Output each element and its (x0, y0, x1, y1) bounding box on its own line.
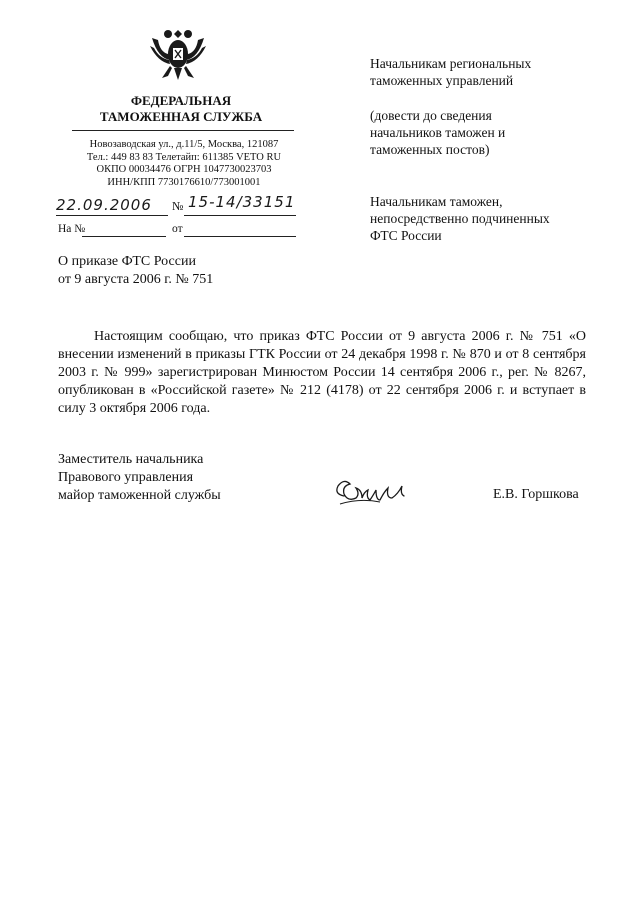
letter-body (58, 328, 586, 418)
recipient-line: Начальникам региональных (370, 56, 532, 71)
handwritten-reg-number: 15-14/33151 (188, 193, 296, 211)
address-line: Новозаводская ул., д.11/5, Москва, 121087 (89, 139, 279, 150)
date-underline (56, 215, 168, 216)
signer-title (58, 451, 221, 505)
recipient-line: (довести до сведения (370, 108, 492, 123)
subject-line: от 9 августа 2006 г. № 751 (58, 272, 214, 287)
recipient-block-customs (370, 193, 550, 244)
org-address-block (66, 139, 302, 189)
signer-title-line: Заместитель начальника (58, 452, 204, 467)
russian-eagle-emblem-icon (146, 20, 210, 84)
org-name-line1: ФЕДЕРАЛЬНАЯ (130, 93, 232, 108)
letter-subject (58, 253, 213, 289)
address-line: ОКПО 00034476 ОГРН 1047730023703 (96, 164, 272, 175)
recipient-block-note (370, 107, 505, 158)
header-divider (72, 130, 294, 131)
from-label: от (172, 223, 183, 235)
address-line: ИНН/КПП 7730176610/773001001 (107, 176, 261, 188)
body-paragraph: Настоящим сообщаю, что приказ ФТС России от 9 августа 2006 г. № 751 «О внесении изменений в приказы ГТК России от 24 декабря 1998 г. № 870 и от 8 сентября 2003 г. № 999» зарегистрирован Минюстом России 14 сентября 2006 г., рег. № 8267, опубликован в «Российской газете» № 212 (4178) от 22 сентября 2006 г. и вступает в силу 3 октября 2006 года. (58, 329, 586, 416)
recipient-line: начальников таможен и (370, 125, 506, 140)
recipient-line: таможенных управлений (370, 73, 514, 88)
number-label: № (172, 199, 184, 213)
handwritten-date: 22.09.2006 (56, 196, 152, 214)
recipient-line: Начальникам таможен, (370, 194, 503, 209)
recipient-line: непосредственно подчиненных (370, 211, 550, 226)
subject-line: О приказе ФТС России (58, 254, 196, 269)
recipient-block-regional (370, 55, 531, 89)
org-name-line2: ТАМОЖЕННАЯ СЛУЖБА (99, 109, 263, 124)
number-underline (184, 215, 296, 216)
from-underline (184, 236, 296, 237)
signer-name: Е.В. Горшкова (493, 487, 579, 502)
handwritten-signature (330, 474, 422, 514)
signer-title-line: Правового управления (58, 470, 194, 485)
signer-title-line: майор таможенной службы (58, 488, 221, 503)
address-line: Тел.: 449 83 83 Телетайп: 611385 VETO RU (86, 151, 282, 163)
recipient-line: таможенных постов) (370, 142, 490, 157)
recipient-line: ФТС России (370, 228, 442, 243)
on-number-label: На № (58, 223, 86, 235)
on-number-underline (82, 236, 166, 237)
